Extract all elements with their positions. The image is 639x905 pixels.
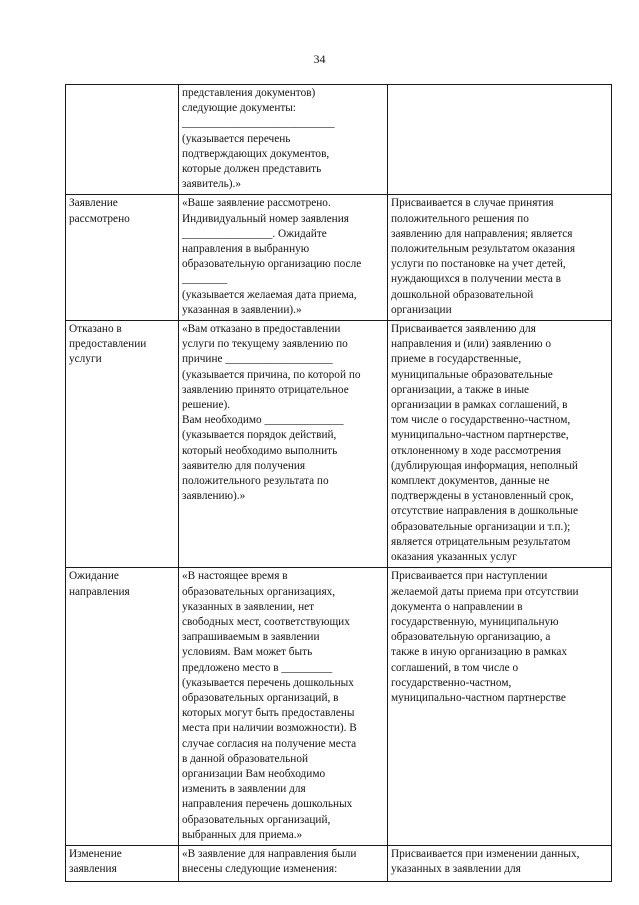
status-table [65, 84, 612, 882]
description-cell: Присваивается заявлению для направления и (или) заявлению о приеме в государственные, муниципальные образовательные организации, а также в иные организации в рамках соглашений, в том числе о государственно-частном, муниципально-частном партнерстве, отклоненному в ходе рассмотрения (дублирующая информация, неполный комплект документов, данные не подтверждены в установленный срок, отсутствие направления в дошкольные образовательные организации и т.п.); является отрицательным результатом оказания указанных услуг [388, 321, 612, 568]
message-cell: «В настоящее время в образовательных организациях, указанных в заявлении, нет свободных мест, соответствующих запрашиваемым в заявлении условиям. Вам может быть предложено место в _________ (указывается перечень дошкольных образовательных организаций, в которых могут быть предоставлены места при наличии возможности). В случае согласия на получение места в данной образовательной организации Вам необходимо изменить в заявлении для направления перечень дошкольных образовательных организаций, выбранных для приема.» [179, 568, 388, 846]
message-cell: «В заявление для направления были внесены следующие изменения: [179, 845, 388, 881]
description-cell [388, 85, 612, 195]
page-number: 34 [313, 52, 326, 66]
table-row [66, 845, 612, 881]
status-cell: Отказано в предоставлении услуги [66, 321, 179, 568]
status-cell: Изменение заявления [66, 845, 179, 881]
description-cell: Присваивается при изменении данных, указанных в заявлении для [388, 845, 612, 881]
message-cell: «Вам отказано в предоставлении услуги по текущему заявлению по причине ___________________ (указывается причина, по которой по заявлению принято отрицательное решение). Вам необходимо ______________ (указывается порядок действий, который необходимо выполнить заявителю для получения положительного результата по заявлению).» [179, 321, 388, 568]
status-cell [66, 85, 179, 195]
message-cell: «Ваше заявление рассмотрено. Индивидуальный номер заявления ________________. Ожидайте направления в выбранную образовательную организацию после ________ (указывается желаемая дата приема, указанная в заявлении).» [179, 195, 388, 321]
table-row [66, 321, 612, 568]
table-row [66, 85, 612, 195]
message-cell: представления документов) следующие документы: ___________________________ (указывается перечень подтверждающих документов, которые должен представить заявитель).» [179, 85, 388, 195]
description-cell: Присваивается при наступлении желаемой даты приема при отсутствии документа о направлении в государственную, муниципальную образовательную организацию, а также в иную организацию в рамках соглашений, в том числе о государственно-частном, муниципально-частном партнерстве [388, 568, 612, 846]
status-cell: Ожидание направления [66, 568, 179, 846]
description-cell: Присваивается в случае принятия положительного решения по заявлению для направления; является положительным результатом оказания услуги по постановке на учет детей, нуждающихся в получении места в дошкольной образовательной организации [388, 195, 612, 321]
table-row [66, 195, 612, 321]
status-cell: Заявление рассмотрено [66, 195, 179, 321]
table-row [66, 568, 612, 846]
